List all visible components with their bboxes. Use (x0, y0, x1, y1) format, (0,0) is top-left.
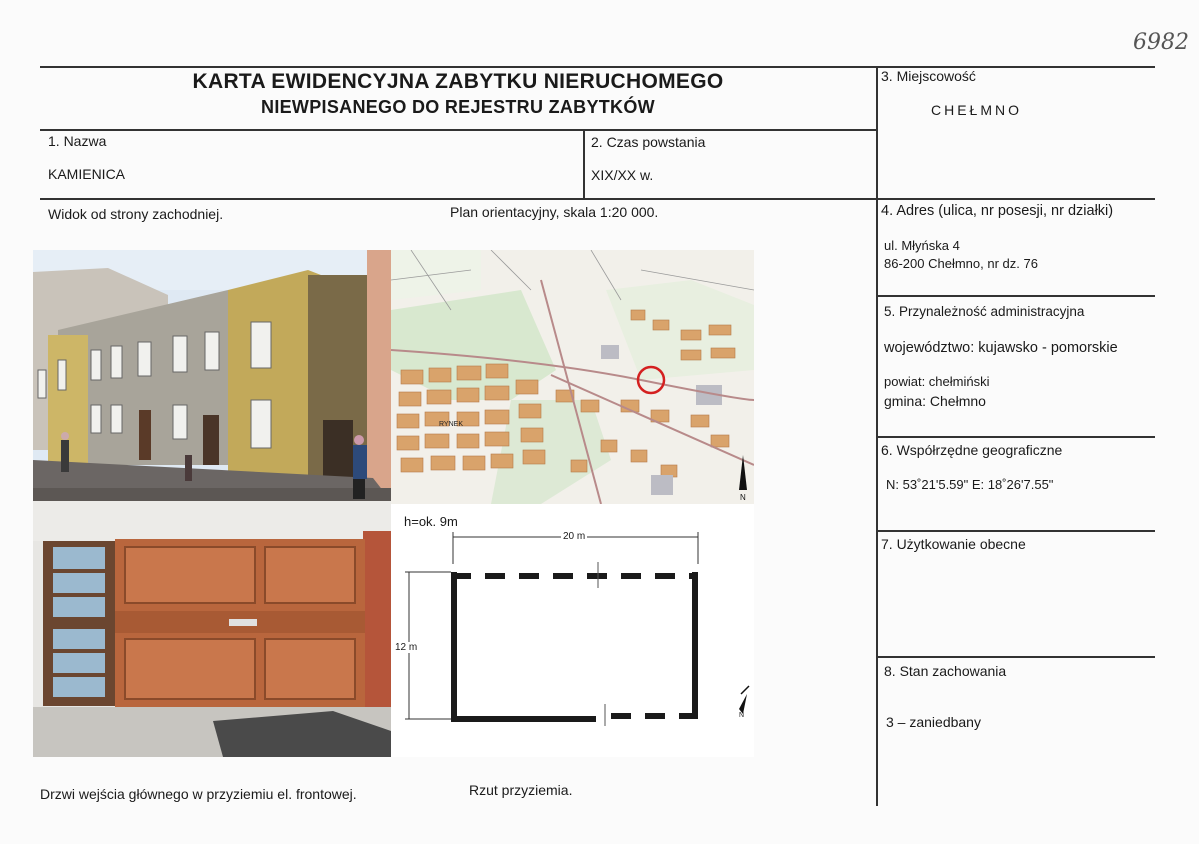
depth-dimension: 12 m (395, 642, 418, 653)
height-note: h=ok. 9m (404, 514, 458, 529)
handwritten-number: 6982 (1133, 30, 1189, 55)
orientation-map (391, 250, 754, 504)
adres-line2: 86-200 Chełmno, nr dz. 76 (884, 256, 1038, 271)
rule-wspolrzedne-bottom (876, 530, 1155, 532)
plan-caption: Rzut przyziemia. (469, 782, 573, 798)
facade-photo (33, 250, 391, 501)
czas-value: XIX/XX w. (591, 167, 654, 183)
adres-line1: ul. Młyńska 4 (884, 238, 960, 253)
gmina-value: gmina: Chełmno (884, 393, 986, 409)
card-subtitle: NIEWPISANEGO DO REJESTRU ZABYTKÓW (261, 97, 655, 117)
rule-adres-bottom (876, 295, 1155, 297)
przynaleznosc-label: 5. Przynależność administracyjna (884, 304, 1085, 319)
rule-nazwa-czas (583, 129, 585, 200)
miejscowosc-label: 3. Miejscowość (881, 68, 976, 84)
photo-caption: Widok od strony zachodniej. (48, 206, 224, 222)
uzytkowanie-label: 7. Użytkowanie obecne (881, 536, 1026, 552)
plan-north-label: N (739, 712, 745, 719)
rule-top (40, 66, 1155, 68)
nazwa-label: 1. Nazwa (48, 133, 107, 149)
rule-fields-bottom (40, 198, 1155, 200)
map-caption: Plan orientacyjny, skala 1:20 000. (450, 204, 659, 220)
width-dimension: 20 m (563, 531, 586, 542)
rule-uzytkowanie-bottom (876, 656, 1155, 658)
miejscowosc-value: CHEŁMNO (931, 102, 1023, 118)
nazwa-value: KAMIENICA (48, 166, 126, 182)
stan-value: 3 – zaniedbany (886, 714, 981, 730)
door-photo (33, 501, 391, 757)
rule-title-bottom (40, 129, 876, 131)
map-label-rynek: RYNEK (439, 421, 463, 428)
stan-label: 8. Stan zachowania (884, 663, 1007, 679)
map-north-label: N (740, 493, 746, 502)
powiat-value: powiat: chełmiński (884, 374, 990, 389)
wspolrzedne-label: 6. Współrzędne geograficzne (881, 442, 1063, 458)
czas-label: 2. Czas powstania (591, 134, 706, 150)
rule-przynaleznosc-bottom (876, 436, 1155, 438)
wojewodztwo-value: województwo: kujawsko - pomorskie (884, 340, 1118, 356)
card-title: KARTA EWIDENCYJNA ZABYTKU NIERUCHOMEGO (192, 70, 724, 93)
adres-label: 4. Adres (ulica, nr posesji, nr działki) (881, 203, 1114, 219)
wspolrzedne-value: N: 53˚21'5.59" E: 18˚26'7.55" (886, 477, 1054, 492)
floor-plan (391, 504, 754, 757)
door-caption: Drzwi wejścia głównego w przyziemiu el. frontowej. (40, 786, 357, 802)
